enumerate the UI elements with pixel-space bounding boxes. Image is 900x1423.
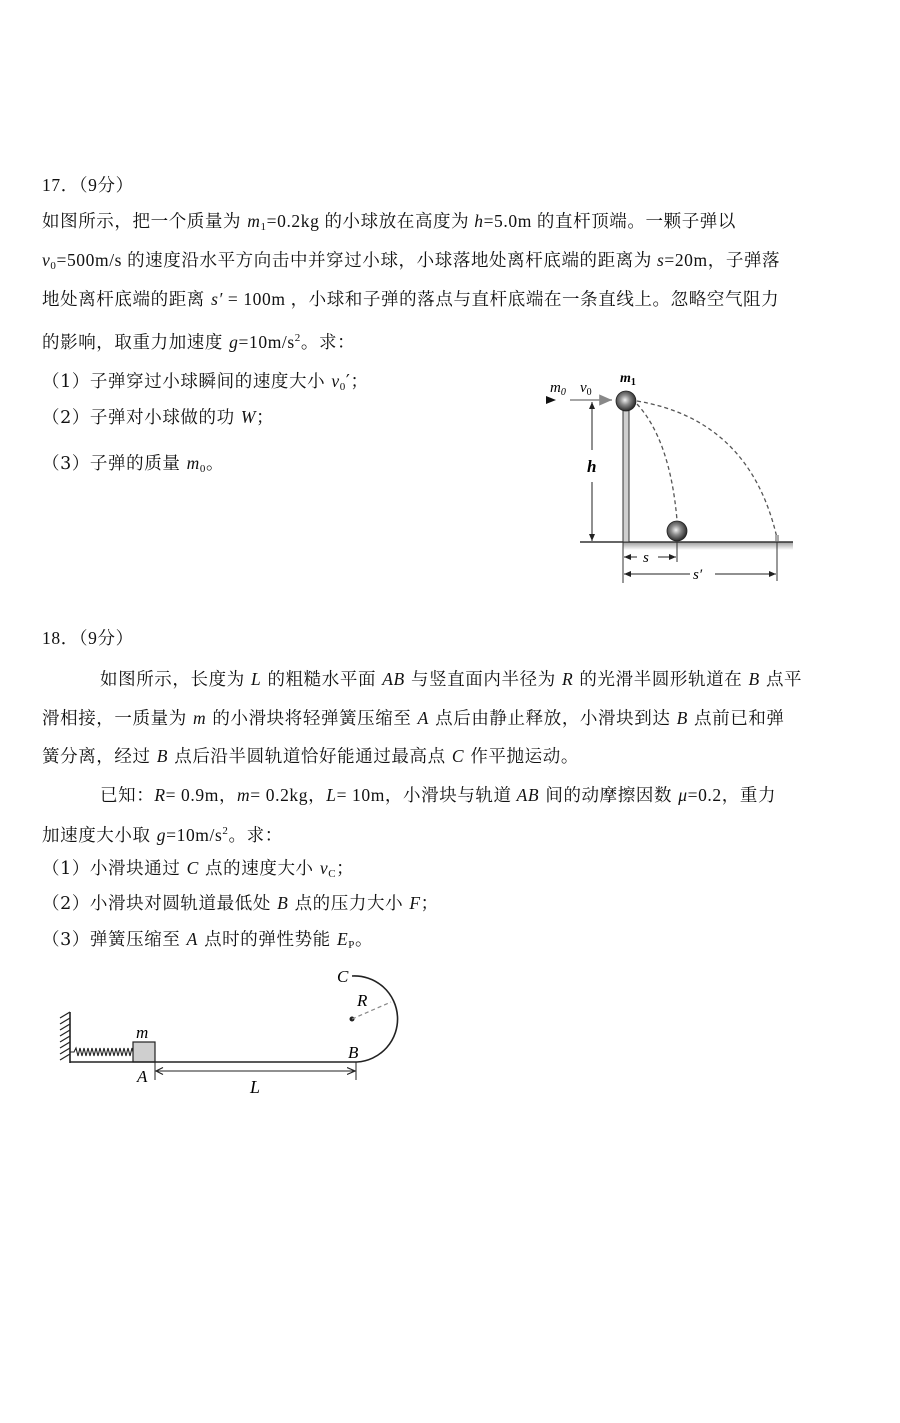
radius-label: R — [357, 991, 368, 1010]
problem-17-text-line-2: $v_0=500m/s$ 的速度沿水平方向击中并穿过小球，小球落地处离杆底端的距离为 s=20m，子弹落 — [42, 250, 781, 272]
ball-on-pole — [616, 391, 636, 411]
ball-mass-label: $m_1$ — [620, 371, 636, 388]
figure-spring-track-diagram — [40, 960, 460, 1100]
point-a-label: A — [137, 1067, 148, 1086]
block — [133, 1042, 155, 1062]
s-label: s — [643, 550, 649, 566]
wall-hatching — [60, 1012, 70, 1060]
problem-17-text-line-3: 地处离杆底端的距离 s′ = 100m ，小球和子弹的落点与直杆底端在一条直线上。忽略空气阻力 — [42, 289, 780, 310]
problem-18-text-line-5: 加速度大小取 $g=10m/s^2$。求： — [42, 825, 283, 846]
problem-18-header: 18．（9分） — [42, 628, 134, 648]
problem-18-question-1: （1）小滑块通过 C 点的速度大小 $v_C$； — [42, 858, 355, 880]
problem-17-question-2: （2）子弹对小球做的功 W； — [42, 407, 275, 428]
figure-projectile-diagram — [540, 360, 810, 590]
pole — [623, 404, 629, 542]
problem-18-question-2: （2）小滑块对圆轨道最低处 B 点的压力大小 F； — [42, 893, 439, 914]
problem-18-text-line-2: 滑相接，一质量为 m 的小滑块将轻弹簧压缩至 A 点后由静止释放，小滑块到达 B 点前已和弹 — [42, 708, 785, 729]
length-label: L — [250, 1077, 261, 1097]
ball-landed — [667, 521, 687, 541]
problem-17-text-line-4: 的影响，取重力加速度 $g=10m/s^2$。求： — [42, 332, 356, 353]
block-mass-label: m — [136, 1023, 149, 1042]
problem-17-header: 17．（9分） — [42, 175, 134, 195]
bullet-landing-mark — [775, 535, 779, 541]
problem-17-question-1: （1）子弹穿过小球瞬间的速度大小 $v_0'$； — [42, 371, 369, 393]
velocity-label: $v_0$ — [580, 380, 592, 398]
height-label: h — [587, 457, 597, 476]
problem-18-text-line-3: 簧分离，经过 B 点后沿半圆轨道恰好能通过最高点 C 作平抛运动。 — [42, 746, 579, 767]
problem-17-question-3: （3）子弹的质量 $m_0$。 — [42, 453, 225, 475]
bullet-icon — [546, 396, 556, 404]
problem-18-question-3: （3）弹簧压缩至 A 点时的弹性势能 $E_P$。 — [42, 929, 374, 951]
problem-18-text-line-1: 如图所示，长度为 L 的粗糙水平面 AB 与竖直面内半径为 R 的光滑半圆形轨道在 B 点平 — [100, 669, 803, 690]
ground-shading — [623, 542, 793, 550]
s-prime-label: s′ — [693, 567, 703, 583]
ball-trajectory — [637, 404, 677, 520]
bullet-trajectory — [637, 401, 777, 538]
spring — [70, 1048, 133, 1056]
bullet-mass-label: $m_0$ — [550, 380, 566, 398]
point-c-label: C — [337, 967, 349, 986]
point-b-label: B — [348, 1043, 359, 1062]
semicircle-track — [352, 976, 398, 1062]
problem-17-text-line-1: 如图所示，把一个质量为 $m_1=0.2kg$ 的小球放在高度为 h=5.0m 的直杆顶端。一颗子弹以 — [42, 211, 737, 233]
problem-18-given-line: 已知：R= 0.9m，m= 0.2kg，L= 10m，小滑块与轨道 AB 间的动摩擦因数 μ=0.2，重力 — [100, 785, 777, 806]
